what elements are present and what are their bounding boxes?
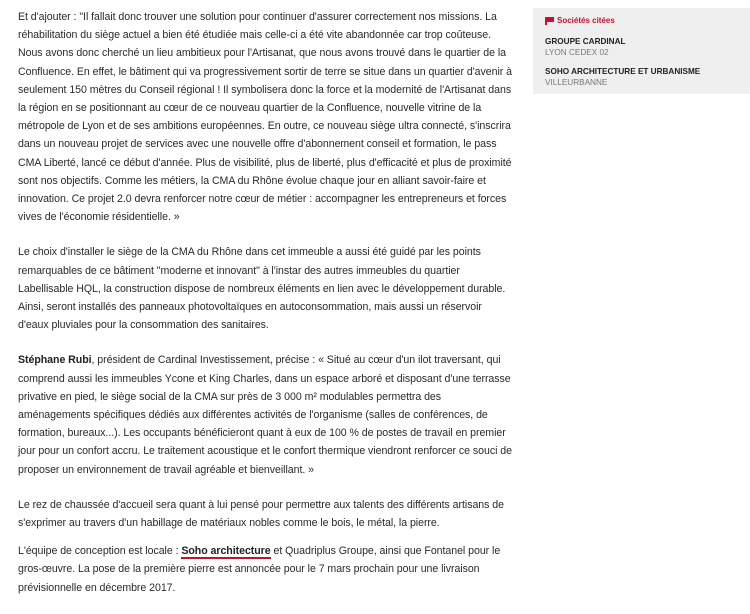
company-name[interactable]: SOHO ARCHITECTURE ET URBANISME (545, 67, 701, 76)
sidebar-title (545, 16, 615, 25)
company-city: VILLEURBANNE (545, 78, 608, 87)
paragraph-rubi (18, 351, 512, 478)
companies-sidebar (533, 8, 750, 94)
paragraph-team-after: et Quadriplus Groupe, ainsi que Fontanel pour le gros-œuvre. La pose de la première pierre est annoncée pour le 7 mars prochain pour une livraison prévisionnelle en décembre 2017. (18, 545, 501, 594)
company-name[interactable]: GROUPE CARDINAL (545, 37, 626, 46)
company-item[interactable] (545, 66, 700, 88)
paragraph-building: Le choix d'installer le siège de la CMA du Rhône dans cet immeuble a aussi été guidé par les points remarquables de ce bâtiment "moderne et innovant" à l'instar des autres immeubles du quartier Labellisable HQL, la construction dispose de nombreux éléments en lien avec le développement durable. Ainsi, seront installés des panneaux photovoltaïques en autoconsommation, mais aussi un réservoir d'eaux pluviales pour la consommation des sanitaires. (18, 246, 506, 332)
article-body (18, 8, 512, 614)
soho-architecture-link[interactable]: Soho architecture (181, 545, 271, 558)
paragraph-team-before: L'équipe de conception est locale : (18, 545, 182, 558)
sidebar-title-text: Sociétés citées (557, 16, 615, 25)
paragraph-ground-floor: Le rez de chaussée d'accueil sera quant à lui pensé pour permettre aux talents des différents artisans de s'exprimer au travers d'un habillage de matériaux nobles comme le bois, le métal, la pierre. (18, 498, 504, 530)
company-item[interactable] (545, 36, 626, 58)
paragraph-team (18, 542, 512, 597)
paragraph-rubi-text: , président de Cardinal Investissement, précise : « Situé au cœur d'un ilot traversant, qui comprend aussi les immeubles Ycone et King Charles, dans un espace arboré et disposant d'une terrasse privative en pied, le siège social de la CMA sur près de 3 000 m² modulables permettra des aménagements spécifiques dédiés aux différentes activités de l'organisme (salles de conférences, de formation, bureaux...). Les occupants bénéficieront quant à eux de 100 % de postes de travail en premier jour pour un confort accru. Le traitement acoustique et le confort thermique viendront renforcer ce souci de proposer un environnement de travail agréable et bienveillant. » (18, 354, 512, 476)
flag-icon (545, 17, 554, 25)
paragraph-quote: Et d'ajouter : "Il fallait donc trouver une solution pour continuer d'assurer correctement nos missions. La réhabilitation du siège actuel a bien été étudiée mais celle-ci a été vite abandonnée car trop coûteuse. Nous avons donc cherché un lieu ambitieux pour l'Artisanat, que nous avons trouvé dans le quartier de la Confluence. En effet, le bâtiment qui va progressivement sortir de terre se situe dans un quartier d'avenir à seulement 150 mètres du Conseil régional ! Il symbolisera donc la force et la modernité de l'Artisanat dans la région en se positionnant au cœur de ce nouveau quartier de la Confluence, nouvelle vitrine de la métropole de Lyon et de ses ambitions européennes. En outre, ce nouveau siège ultra connecté, s'inscrira dans un nouveau projet de services avec une nouvelle offre d'abonnement conseil et formation, le pass CMA Liberté, lancé ce début d'année. Plus de visibilité, plus de liberté, plus d'efficacité et plus de proximité sont nos objectifs. Comme les métiers, la CMA du Rhône évolue chaque jour en alliant savoir-faire et innovation. Ce projet 2.0 devra renforcer notre cœur de métier : accompagner les entrepreneurs et forces vives de l'économie résidentielle. » (18, 11, 512, 224)
author-name: Stéphane Rubi (18, 354, 92, 367)
company-city: LYON CEDEX 02 (545, 48, 609, 57)
